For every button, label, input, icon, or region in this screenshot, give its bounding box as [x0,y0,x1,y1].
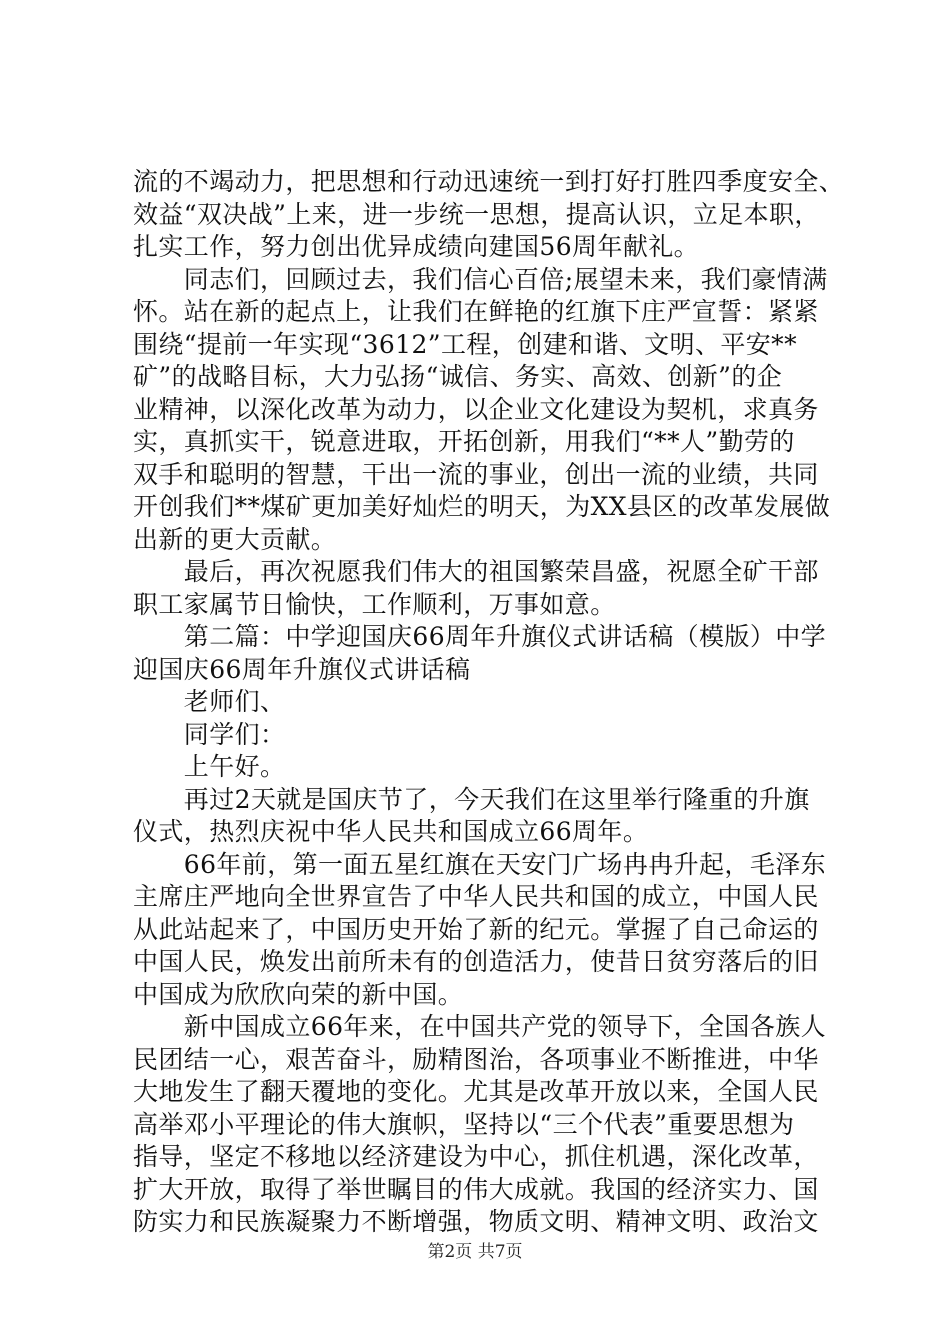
text-line: 职工家属节日愉快，工作顺利，万事如意。 [133,589,616,619]
text-line: 扎实工作，努力创出优异成绩向建国56周年献礼。 [133,232,700,261]
greeting-line: 上午好。 [133,752,286,781]
text-line: 实，真抓实干，锐意进取，开拓创新，用我们“**人”勤劳的 [133,427,795,456]
text-line: 从此站起来了，中国历史开始了新的纪元。掌握了自己命运的 [133,914,819,944]
text-line: 防实力和民族凝聚力不断增强，物质文明、精神文明、政治文 [133,1207,819,1236]
section-heading-line: 迎国庆66周年升旗仪式讲话稿 [133,654,471,684]
text-line: 双手和聪明的智慧，干出一流的事业，创出一流的业绩，共同 [133,459,819,489]
text-line: 怀。站在新的起点上，让我们在鲜艳的红旗下庄严宣誓：紧紧 [133,297,819,326]
text-line: 扩大开放，取得了举世瞩目的伟大成就。我国的经济实力、国 [133,1174,819,1204]
text-line: 仪式，热烈庆祝中华人民共和国成立66周年。 [133,817,649,846]
salutation-line: 同学们： [133,719,286,749]
page-number-footer: 第2页 共7页 [427,1242,523,1262]
text-line: 流的不竭动力，把思想和行动迅速统一到打好打胜四季度安全、 [133,167,845,196]
text-line: 效益“双决战”上来，进一步统一思想，提高认识，立足本职， [133,199,820,229]
section-heading-line: 第二篇：中学迎国庆66周年升旗仪式讲话稿（模版）中学 [133,622,827,651]
text-line: 再过2天就是国庆节了，今天我们在这里举行隆重的升旗 [133,784,810,814]
text-line: 大地发生了翻天覆地的变化。尤其是改革开放以来，全国人民 [133,1077,819,1106]
salutation-line: 老师们、 [133,687,286,716]
text-line: 中国成为欣欣向荣的新中国。 [133,979,464,1009]
text-line: 围绕“提前一年实现“3612”工程，创建和谐、文明、平安** [133,329,797,359]
text-line: 民团结一心，艰苦奋斗，励精图治，各项事业不断推进，中华 [133,1044,819,1074]
text-line: 开创我们**煤矿更加美好灿烂的明天，为XX县区的改革发展做 [133,492,831,521]
text-line: 出新的更大贡献。 [133,524,337,554]
text-line: 中国人民，焕发出前所未有的创造活力，使昔日贫穷落后的旧 [133,947,819,976]
document-body [133,166,853,1239]
text-line: 业精神，以深化改革为动力，以企业文化建设为契机，求真务 [133,394,819,424]
text-line: 66年前，第一面五星红旗在天安门广场冉冉升起，毛泽东 [133,849,827,879]
text-line: 同志们，回顾过去，我们信心百倍;展望未来，我们豪情满 [133,264,828,294]
text-line: 高举邓小平理论的伟大旗帜，坚持以“三个代表”重要思想为 [133,1109,795,1139]
text-line: 最后，再次祝愿我们伟大的祖国繁荣昌盛，祝愿全矿干部 [133,557,819,586]
text-line: 指导，坚定不移地以经济建设为中心，抓住机遇，深化改革， [133,1142,819,1171]
text-line: 矿”的战略目标，大力弘扬“诚信、务实、高效、创新”的企 [133,362,783,391]
text-line: 新中国成立66年来，在中国共产党的领导下，全国各族人 [133,1012,827,1041]
text-line: 主席庄严地向全世界宣告了中华人民共和国的成立，中国人民 [133,882,819,911]
